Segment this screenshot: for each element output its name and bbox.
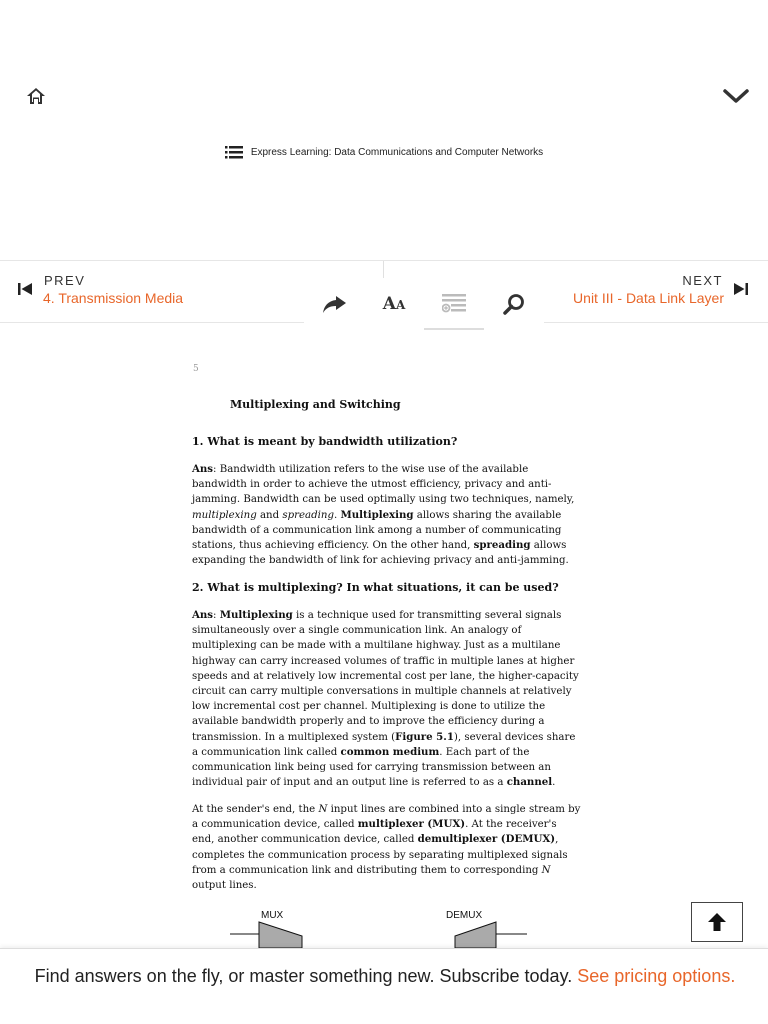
mux-shape <box>259 922 302 948</box>
font-settings-button[interactable] <box>364 278 424 330</box>
prev-chapter-link[interactable] <box>0 261 300 323</box>
share-icon <box>321 294 347 314</box>
multiplexing-figure <box>230 908 530 948</box>
page-number: 5 <box>193 364 199 374</box>
pricing-link[interactable]: See pricing options. <box>577 966 736 986</box>
book-title: Express Learning: Data Communications and Computer Networks <box>250 146 544 158</box>
expand-button[interactable] <box>722 86 750 106</box>
arrow-up-icon <box>706 911 728 933</box>
reader-toolbar <box>304 278 544 330</box>
answer-1: Ans: Bandwidth utilization refers to the wise use of the available bandwidth in order to achieve the utmost efficiency, privacy and anti-jamming. Bandwidth can be used optimally using two techniques, namely, multiplexing and spreading. Multiplexing allows sharing the available bandwidth of a communication link among a number of communicating stations, thus achieving efficiency. On the other hand, spreading allows expanding the bandwidth of link for achieving privacy and anti-jamming. <box>192 463 575 567</box>
notes-button[interactable] <box>424 278 484 330</box>
home-button[interactable] <box>25 85 47 107</box>
question-1: 1. What is meant by bandwidth utilization? <box>192 435 458 448</box>
notes-icon <box>442 293 466 313</box>
skip-previous-icon <box>18 282 32 296</box>
answer-2-continued: At the sender's end, the N input lines are combined into a single stream by a communication device, called multiplexer (MUX). At the receiver's end, another communication device, called demultiplexer (DEMUX), completes the communication process by separating multiplexed signals from a communication link and distributing them to corresponding N output lines. <box>192 804 581 892</box>
next-chapter-link[interactable] <box>538 261 768 323</box>
font-size-icon: AA <box>382 294 406 314</box>
next-label: NEXT <box>682 273 723 288</box>
search-button[interactable] <box>484 278 544 330</box>
demux-shape <box>455 922 496 948</box>
next-title: Unit III - Data Link Layer <box>573 290 724 306</box>
subscribe-banner <box>0 948 768 1024</box>
list-icon <box>225 145 243 159</box>
scroll-to-top-button[interactable] <box>691 902 743 942</box>
share-button[interactable] <box>304 278 364 330</box>
skip-next-icon <box>734 282 748 296</box>
prev-title: 4. Transmission Media <box>43 290 184 306</box>
search-icon <box>502 292 526 316</box>
home-icon <box>25 85 47 107</box>
demux-label: DEMUX <box>446 910 483 921</box>
table-of-contents-link[interactable] <box>0 145 768 159</box>
chevron-down-icon <box>722 86 750 106</box>
nav-divider <box>383 261 384 279</box>
prev-label: PREV <box>44 273 86 288</box>
subscribe-text: Find answers on the fly, or master something new. Subscribe today. See pricing options. <box>34 966 736 986</box>
mux-label: MUX <box>261 910 284 921</box>
document-page <box>0 330 768 948</box>
answer-2: Ans: Multiplexing is a technique used for transmitting several signals simultaneously over a single communication link. An analogy of multiplexing can be made with a multilane highway. Just as a multilane highway can carry increased volumes of traffic in multiple lanes at higher speeds and at relatively low incremental cost per lane, the higher-capacity circuit can carry multiple conversations in multiple channels at relatively low incremental cost per channel. Multiplexing is done to utilize the available bandwidth properly and to improve the efficiency during a transmission. In a multiplexed system (Figure 5.1), several devices share a communication link called common medium. Each part of the communication link being used for carrying transmission between an individual pair of input and an output line is referred to as a channel. <box>192 609 579 789</box>
chapter-title: Multiplexing and Switching <box>230 398 401 411</box>
question-2: 2. What is multiplexing? In what situations, it can be used? <box>192 581 559 594</box>
